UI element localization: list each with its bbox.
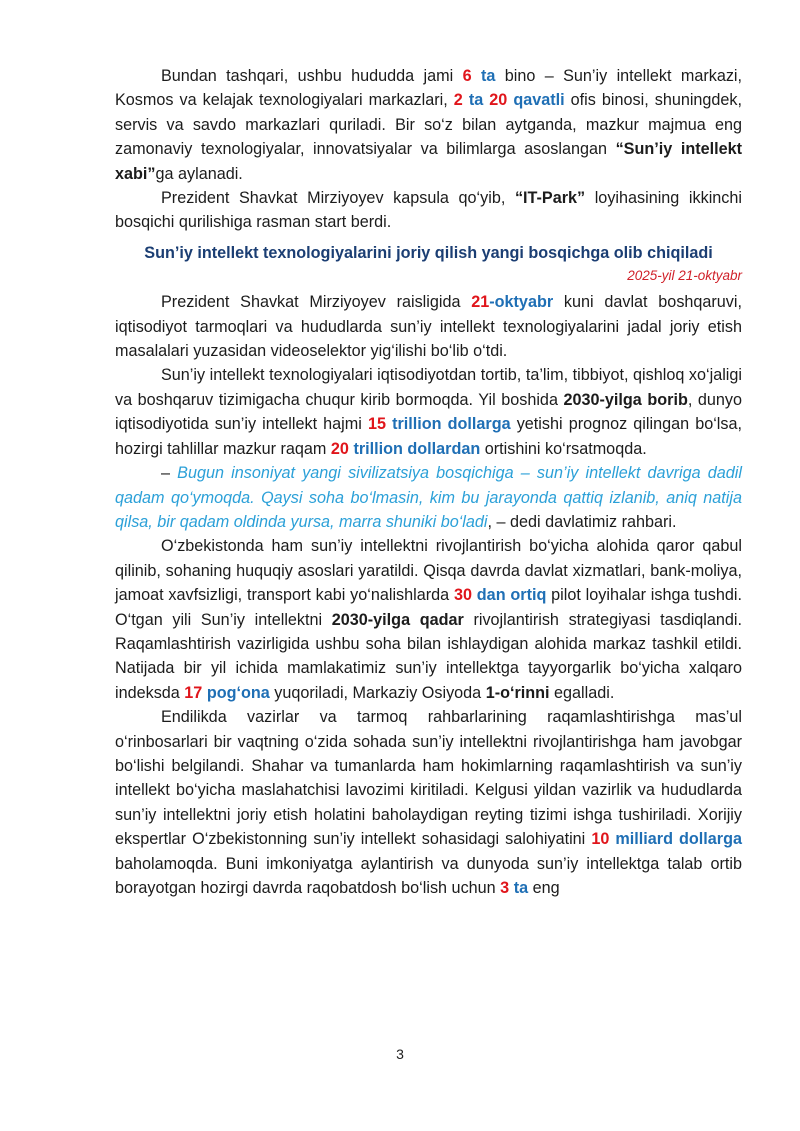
section-heading: Sun’iy intellekt texnologiyalarini joriy qilish yangi bosqichga olib chiqiladi <box>144 243 713 262</box>
text-run: ortishini ko‘rsatmoqda. <box>480 439 647 458</box>
text-run: Sun’iy intellekt texnologiyalari iqtisodiyotdan tortib, ta’lim, tibbiyot, qishloq xo‘jaligi va boshqaruv tizimigacha chuqur kirib bormoqda. Yil boshida <box>115 366 742 409</box>
paragraph-2 <box>115 186 742 235</box>
highlight-unit: pog‘ona <box>206 683 270 702</box>
text-run: , dunyo iqtisodiyotida sun’iy intellekt hajmi <box>115 390 742 434</box>
highlight-unit: ta <box>480 67 496 85</box>
text-run: yetishi prognoz qilingan bo‘lsa, hozirgi tahlillar mazkur raqam <box>115 415 742 458</box>
text-run: Bundan tashqari, ushbu hududda jami <box>161 67 463 85</box>
paragraph-5-quote <box>115 461 742 534</box>
highlight-number: 3 <box>500 879 510 897</box>
highlight-number: 20 <box>489 91 508 110</box>
text-run: eng <box>528 879 560 897</box>
document-page <box>115 64 742 900</box>
quote-dash: – <box>161 464 178 483</box>
text-run: pilot loyihalar ishga tushdi. O‘tgan yili Sun’iy intellektni <box>115 586 742 629</box>
text-run <box>472 67 481 85</box>
highlight-number: 30 <box>453 586 472 605</box>
bold-term: “Sun’iy intellekt xabi” <box>115 140 742 183</box>
text-run: loyihasining ikkinchi bosqichi qurilishiga rasman start berdi. <box>115 189 742 232</box>
text-run: Endilikda vazirlar va tarmoq rahbarlarining raqamlashtirishga mas’ul o‘rinbosarlari bir vaqtning o‘zida sohada sun’iy intellektni rivojlantirishga ham javobgar bo‘lishi belgilandi. Shahar va tumanlarda ham hokimlarning raqamlashtirish va sun’iy intellekt bo‘yicha maslahatchisi lavozimi kiritiladi. Kelgusi yildan vazirlik va hududlarda sun’iy intellektni joriy etish holatini baholaydigan reyting tizimi ishga tushiriladi. Xorijiy ekspertlar O‘zbekistonning sun’iy intellekt sohasidagi salohiyatini <box>115 708 742 849</box>
highlight-unit: milliard dollarga <box>615 830 742 849</box>
paragraph-3 <box>115 290 742 363</box>
highlight-unit: dan ortiq <box>476 586 547 605</box>
bold-term: 2030-yilga qadar <box>331 610 464 629</box>
highlight-number: 17 <box>184 683 203 702</box>
text-run: ga aylanadi. <box>155 164 243 183</box>
highlight-number: 2 <box>453 91 463 110</box>
quote-text: Bugun insoniyat yangi sivilizatsiya bosqichiga – sun’iy intellekt davriga dadil qadam qo‘ymoqda. Qaysi soha bo‘lmasin, kim bu jarayonda qattiq izlanib, aniq natija qilsa, bir qadam oldinda yursa, marra shuniki bo‘ladi <box>115 464 742 531</box>
highlight-number: 21 <box>471 293 490 312</box>
bold-term: 2030-yilga borib <box>563 390 688 409</box>
highlight-unit: trillion dollardan <box>353 439 481 458</box>
text-run: Prezident Shavkat Mirziyoyev kapsula qo‘yib, <box>161 189 515 208</box>
text-run: baholamoqda. Buni imkoniyatga aylantirish va dunyoda sun’iy intellektga talab ortib borayotgan hozirgi davrda raqobatdosh bo‘lish uchun <box>115 854 742 897</box>
page-number: 3 <box>396 1046 404 1062</box>
text-run: kuni davlat boshqaruvi, iqtisodiyot tarmoqlari va hududlarda sun’iy intellekt texnologiyalarini jadal joriy etish masalalari yuzasidan videoselektor yig‘ilishi bo‘lib o‘tdi. <box>115 293 742 361</box>
text-run: ofis binosi, shuningdek, servis va savdo markazlari quriladi. Bir so‘z bilan aytganda, mazkur majmua eng zamonaviy texnologiyalar, innovatsiyalar va bilimlarga asoslangan <box>115 91 743 159</box>
bold-term: “IT-Park” <box>514 189 586 208</box>
text-run: egalladi. <box>549 683 615 702</box>
paragraph-6 <box>115 534 742 705</box>
bold-term: 1-o‘rinni <box>485 683 550 702</box>
text-run: O‘zbekistonda ham sun’iy intellektni rivojlantirish bo‘yicha alohida qaror qabul qilinib, sohaning huquqiy asoslari yaratildi. Qisqa davrda davlat xizmatlari, bank-moliya, jamoat xavfsizligi, transport kabi yo‘nalishlarda <box>115 537 742 605</box>
highlight-number: 6 <box>462 67 472 85</box>
highlight-unit: ta <box>468 91 484 110</box>
highlight-number: 20 <box>330 439 349 458</box>
highlight-number: 15 <box>367 415 386 434</box>
paragraph-4 <box>115 363 742 461</box>
text-run: yuqoriladi, Markaziy Osiyoda <box>269 683 486 702</box>
highlight-unit: -oktyabr <box>489 293 554 312</box>
text-run: rivojlantirish strategiyasi tasdiqlandi. Raqamlashtirish vazirligida ushbu soha bilan ishlaydigan alohida markaz tashkil etildi. Natijada bir yil ichida mamlakatimiz sun’iy intellektga tayyorgarlik bo‘yicha xalqaro indeksda <box>115 610 743 702</box>
highlight-number: 10 <box>591 830 610 849</box>
text-run: bino – Sun’iy intellekt markazi, Kosmos va kelajak texnologiyalari markazlari, <box>115 67 743 110</box>
highlight-unit: qavatli <box>513 91 565 110</box>
text-run: Prezident Shavkat Mirziyoyev raisligida <box>161 293 472 312</box>
paragraph-7 <box>115 705 742 900</box>
text-run: , – dedi davlatimiz rahbari. <box>487 512 677 531</box>
section-date: 2025-yil 21-oktyabr <box>627 268 742 284</box>
highlight-unit: ta <box>513 879 529 897</box>
highlight-unit: trillion dollarga <box>392 415 511 434</box>
paragraph-1 <box>115 64 742 186</box>
